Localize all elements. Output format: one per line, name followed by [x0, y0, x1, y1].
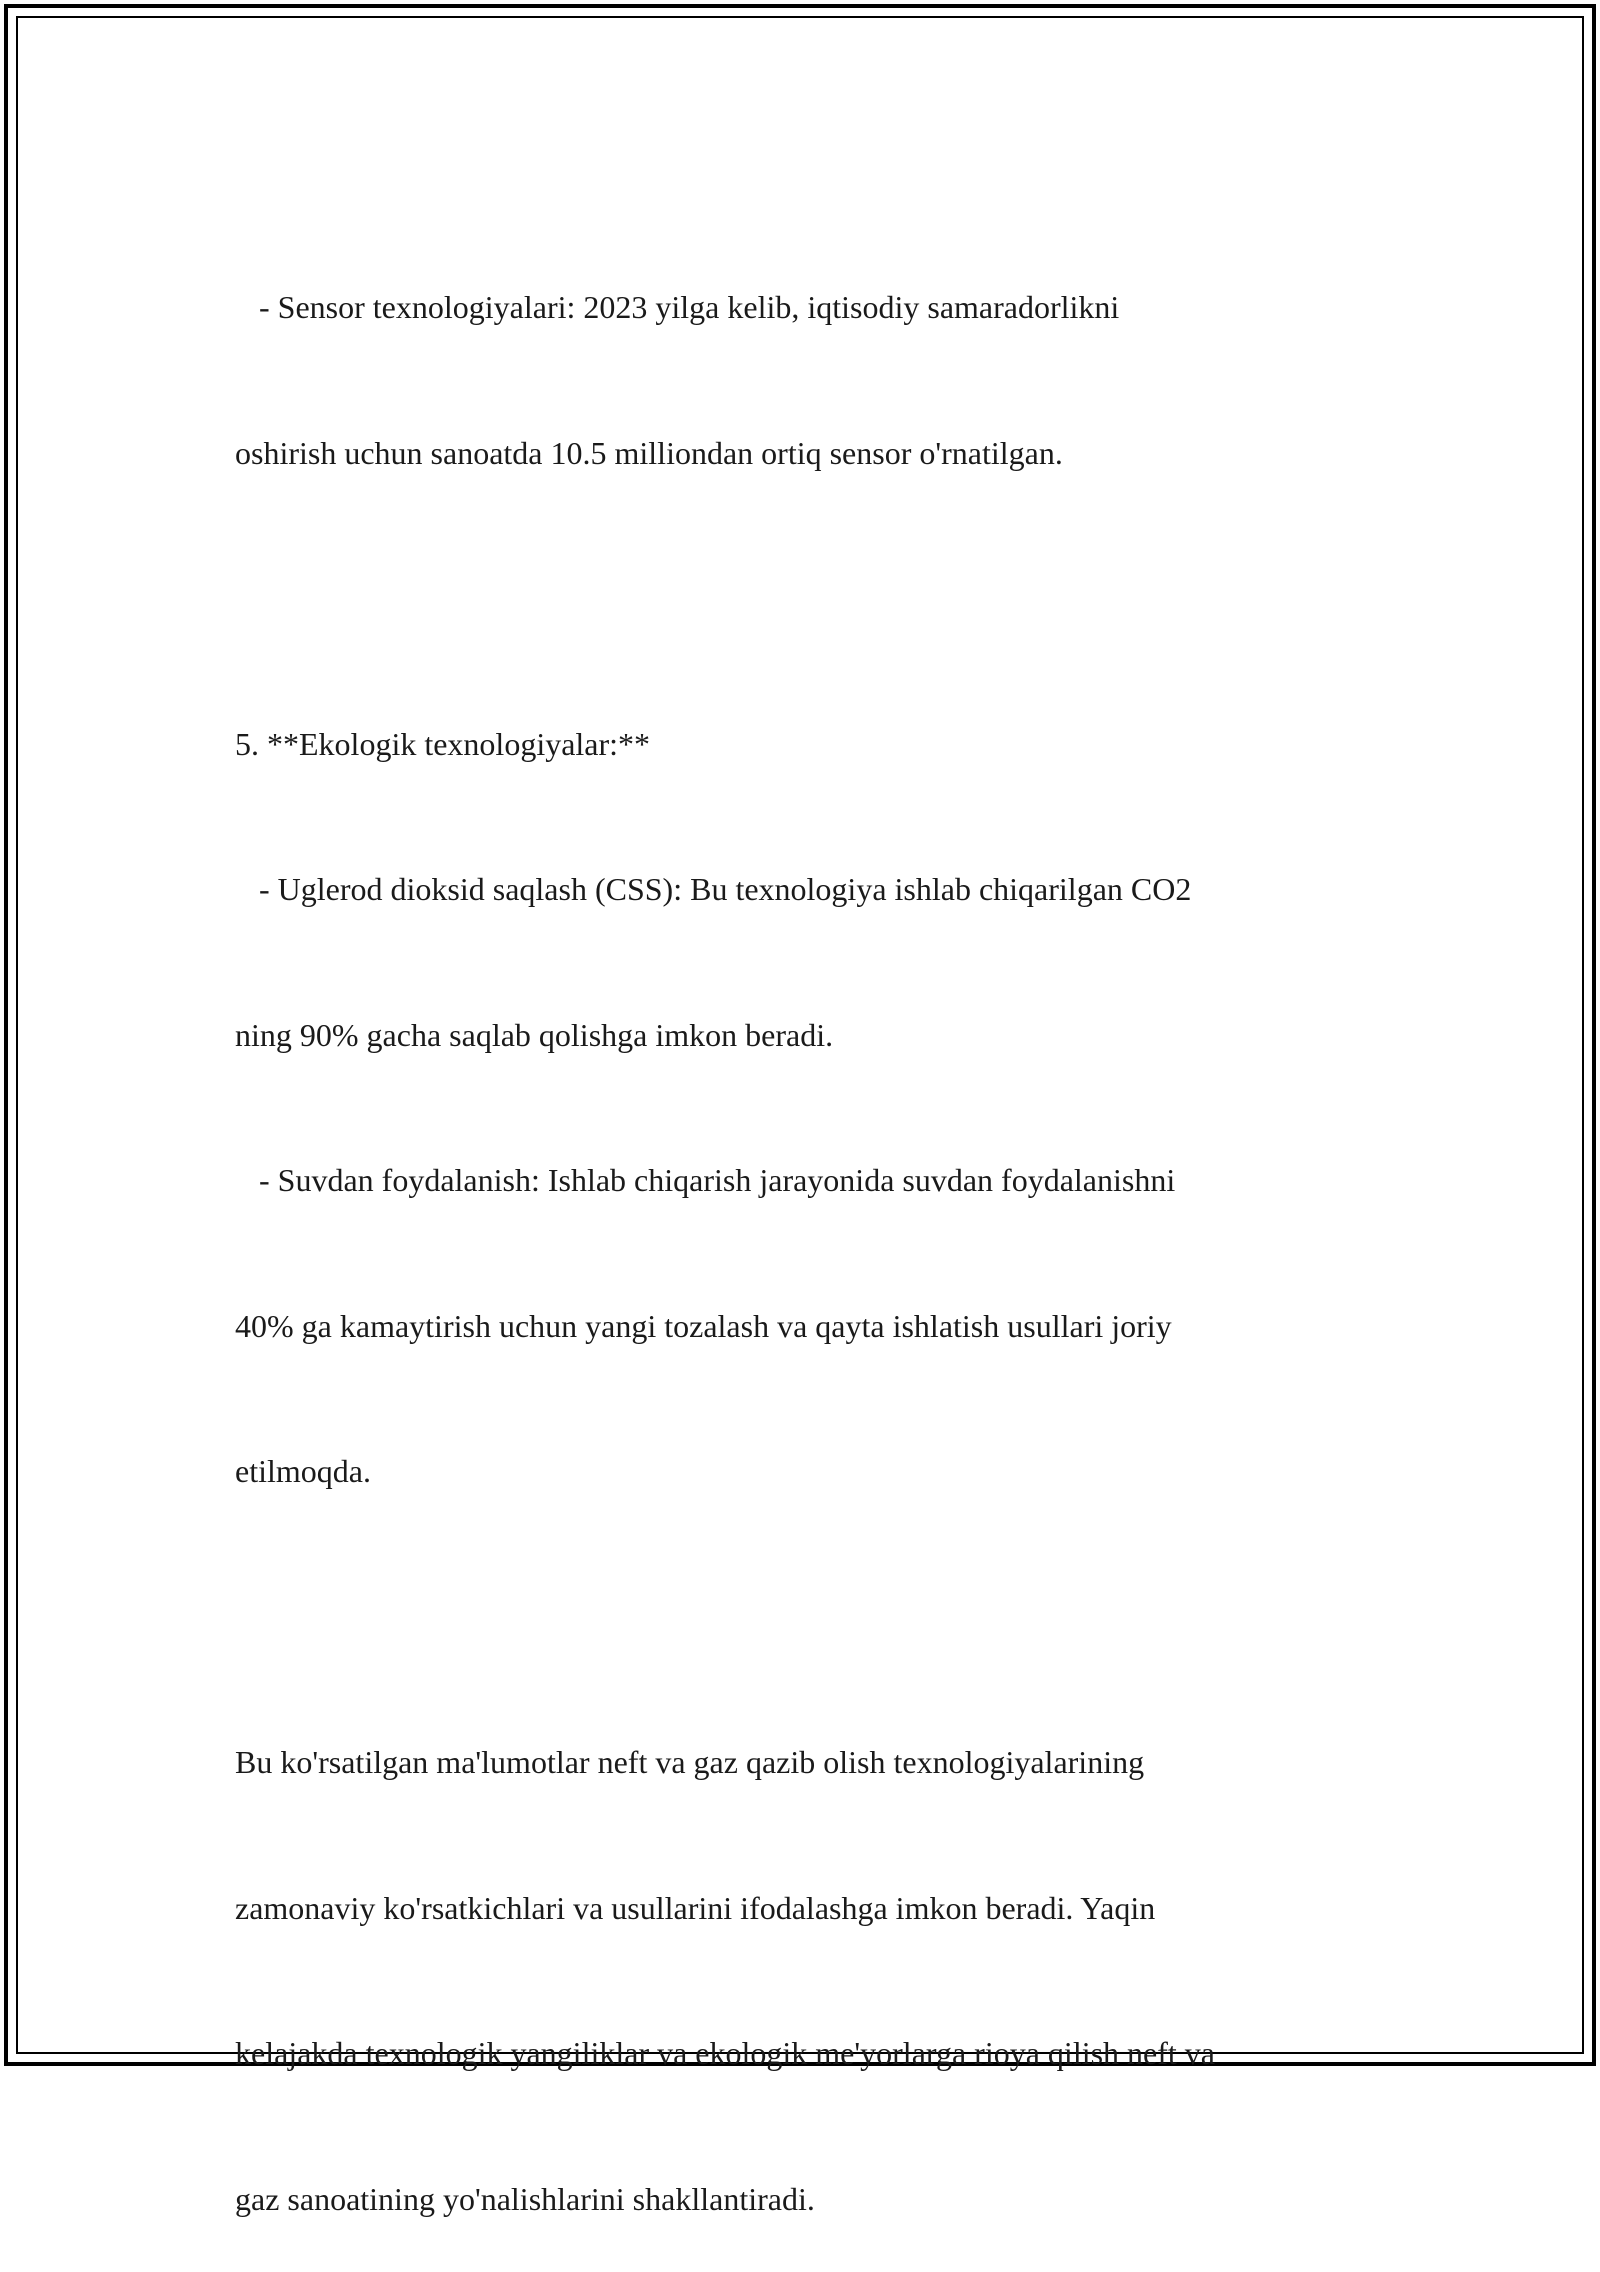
section-heading-ecological: 5. **Ekologik texnologiyalar:** — [235, 725, 651, 762]
conclusion-line-2: zamonaviy ko'rsatkichlari va usullarini ifodalashga imkon beradi. Yaqin — [235, 1889, 1156, 1926]
conclusion-line-1: Bu ko'rsatilgan ma'lumotlar neft va gaz qazib olish texnologiyalarining — [235, 1744, 1145, 1780]
water-item-line-2: 40% ga kamaytirish uchun yangi tozalash va qayta ishlatish usullari joriy — [235, 1307, 1172, 1344]
water-item-line-1: - Suvdan foydalanish: Ishlab chiqarish jarayonida suvdan foydalanishni — [235, 1162, 1176, 1198]
conclusion-line-4: gaz sanoatining yo'nalishlarini shakllantiradi. — [235, 2180, 815, 2217]
document-body — [235, 186, 1385, 2272]
sensor-item-line-2: oshirish uchun sanoatda 10.5 milliondan ortiq sensor o'rnatilgan. — [235, 434, 1063, 471]
water-item-line-3: etilmoqda. — [235, 1453, 371, 1489]
blank-line — [235, 574, 1385, 623]
css-item-line-1: - Uglerod dioksid saqlash (CSS): Bu texnologiya ishlab chiqarilgan CO2 — [235, 871, 1192, 907]
sensor-item-line-1: - Sensor texnologiyalari: 2023 yilga kelib, iqtisodiy samaradorlikni — [235, 289, 1120, 325]
css-item-line-2: ning 90% gacha saqlab qolishga imkon beradi. — [235, 1016, 834, 1053]
blank-line — [235, 1593, 1385, 1642]
conclusion-line-3: kelajakda texnologik yangiliklar va ekologik me'yorlarga rioya qilish neft va — [235, 2035, 1215, 2071]
